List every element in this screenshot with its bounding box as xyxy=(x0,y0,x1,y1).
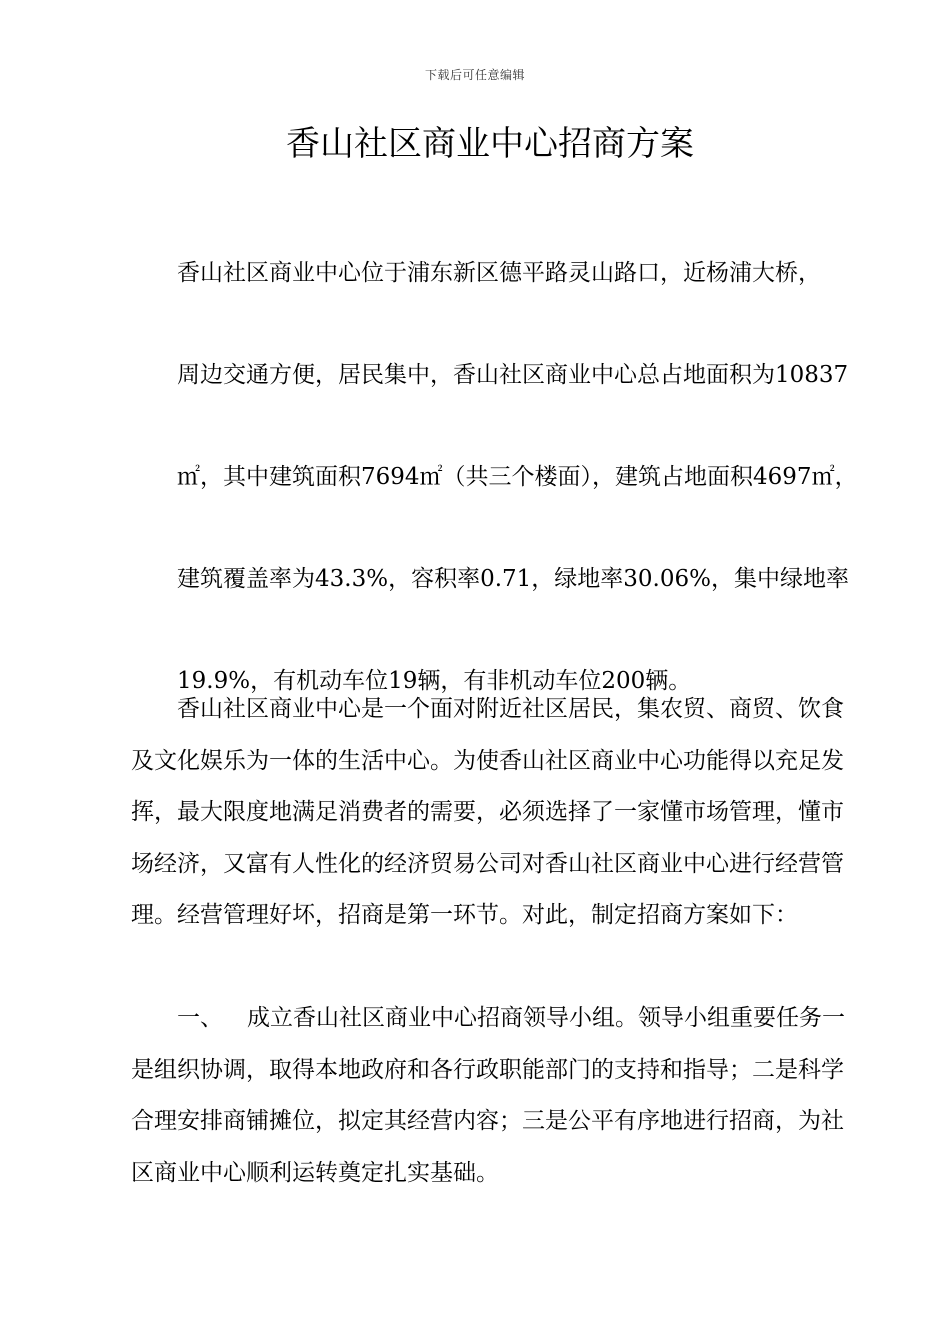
paragraph-line: 香山社区商业中心位于浦东新区德平路灵山路口，近杨浦大桥， xyxy=(177,260,821,286)
paragraph-line: 19.9%，有机动车位19辆，有非机动车位200辆。 xyxy=(177,668,692,694)
header-note: 下载后可任意编辑 xyxy=(424,68,525,82)
paragraph-line: 建筑覆盖率为43.3%，容积率0.71，绿地率30.06%，集中绿地率 xyxy=(177,566,849,592)
document-title: 香山社区商业中心招商方案 xyxy=(286,124,694,164)
section-1 xyxy=(131,993,851,1199)
paragraph-line: ㎡，其中建筑面积7694㎡（共三个楼面），建筑占地面积4697㎡， xyxy=(177,464,858,490)
paragraph-introduction: 香山社区商业中心是一个面对附近社区居民，集农贸、商贸、饮食及文化娱乐为一体的生活中心。为使香山社区商业中心功能得以充足发挥，最大限度地满足消费者的需要，必须选择了一家懂市场管理，懂市场经济，又富有人性化的经济贸易公司对香山社区商业中心进行经营管理。经营管理好坏，招商是第一环节。对此，制定招商方案如下： xyxy=(131,696,844,928)
paragraph-line: 周边交通方便，居民集中，香山社区商业中心总占地面积为10837 xyxy=(177,362,849,388)
section-number: 一、 xyxy=(177,1005,223,1031)
section-text: 成立香山社区商业中心招商领导小组。领导小组重要任务一是组织协调，取得本地政府和各行政职能部门的支持和指导；二是科学合理安排商铺摊位，拟定其经营内容；三是公平有序地进行招商，为社区商业中心顺利运转奠定扎实基础。 xyxy=(131,1005,845,1186)
paragraph-location xyxy=(131,222,858,732)
